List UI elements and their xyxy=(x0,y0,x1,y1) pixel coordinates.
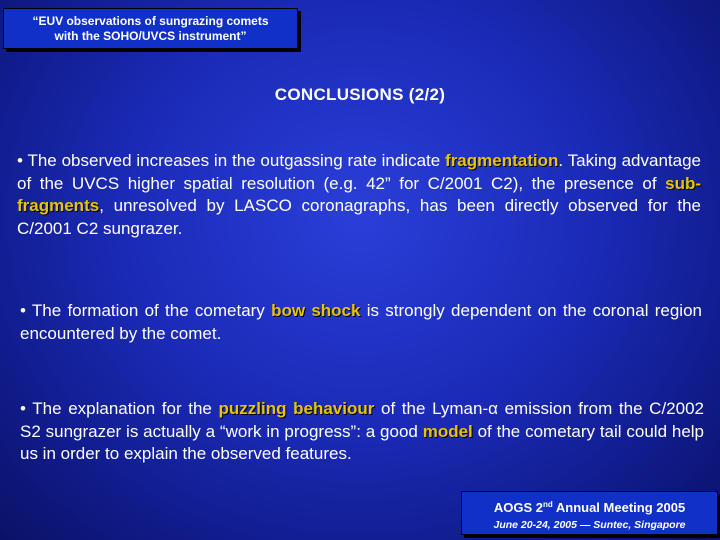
p1-highlight-sub-fragments: sub-fragments xyxy=(17,173,701,215)
p3-highlight-model: model xyxy=(422,421,473,441)
header-line-2: with the SOHO/UVCS instrument” xyxy=(54,28,247,43)
p1-text-c: . Taking advantage of the UVCS higher spatial resolution (e.g. 42” for C/2001 C2), the presence of xyxy=(17,151,701,193)
header-box xyxy=(3,8,298,49)
conclusion-paragraph-3 xyxy=(20,398,704,466)
p1-text-a: • The observed increases in the outgassing rate indicate xyxy=(17,151,446,170)
p2-highlight-bow-shock: bow shock xyxy=(271,301,361,320)
footer-line1-pre: AOGS 2 xyxy=(493,500,543,515)
p1-text-e: , unresolved by LASCO coronagraphs, has been directly observed for the C/2001 C2 sungrazer. xyxy=(17,196,701,238)
footer-line1-post: Annual Meeting 2005 xyxy=(552,500,686,515)
footer-line1-sup: nd xyxy=(542,500,553,509)
p3-text-a: • The explanation for the xyxy=(20,399,219,418)
header-line-1: “EUV observations of sungrazing comets xyxy=(32,13,269,28)
conclusion-paragraph-2 xyxy=(20,300,702,345)
p1-highlight-fragmentation: fragmentation xyxy=(445,151,559,170)
footer-meeting-date-place: June 20-24, 2005 — Suntec, Singapore xyxy=(493,519,686,531)
slide-title: CONCLUSIONS (2/2) xyxy=(274,85,446,104)
p2-text-c: is strongly dependent on the coronal region encountered by the comet. xyxy=(20,301,702,343)
p3-text-e: of the cometary tail could help us in order to explain the observed features. xyxy=(20,421,705,463)
p2-text-a: • The formation of the cometary xyxy=(20,301,272,320)
p3-highlight-puzzling-behaviour: puzzling behaviour xyxy=(218,399,375,418)
conclusion-paragraph-1 xyxy=(17,150,701,240)
footer-meeting-name xyxy=(462,497,717,516)
p3-text-c: of the Lyman-α emission from the C/2002 S2 sungrazer is actually a “work in progress”: a good xyxy=(20,399,704,441)
footer-box xyxy=(461,491,718,535)
